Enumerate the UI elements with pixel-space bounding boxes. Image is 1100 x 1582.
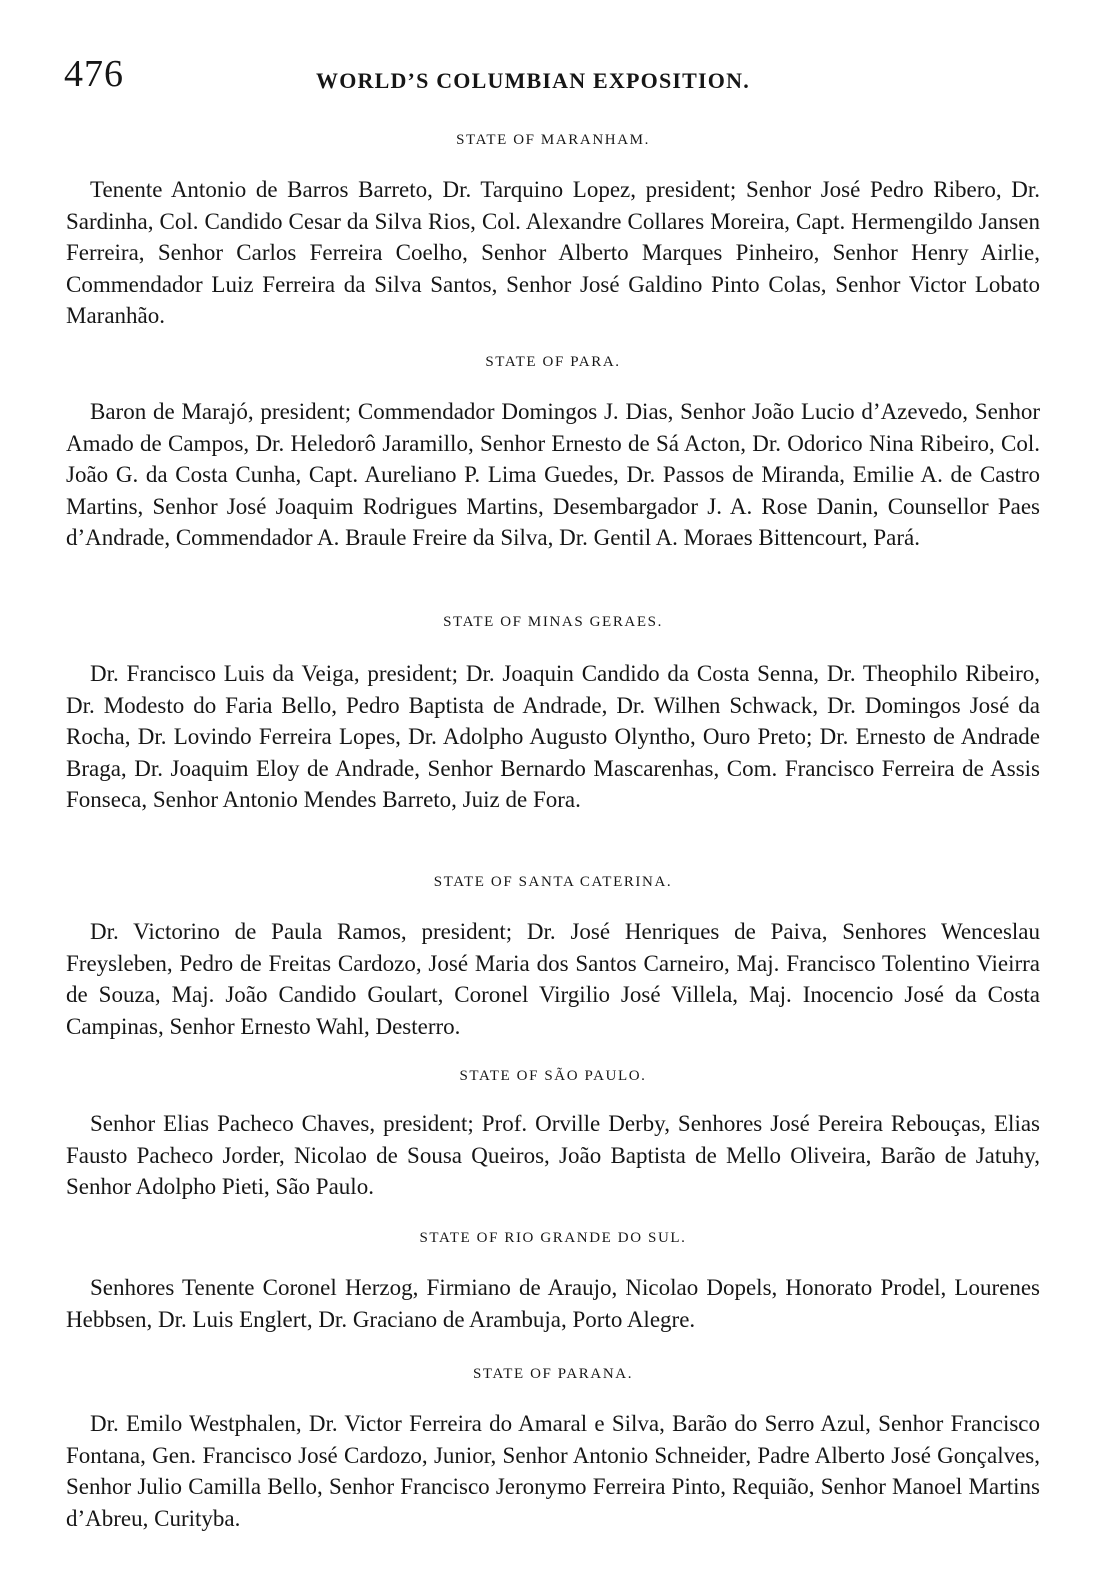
section-rio-grande-do-sul <box>66 1228 1040 1335</box>
section-heading: STATE OF PARA. <box>485 354 621 370</box>
section-paragraph: Dr. Francisco Luis da Veiga, president; Dr. Joaquin Candido da Costa Senna, Dr. Theophilo Ribeiro, Dr. Modesto do Faria Bello, Pedro Baptista de Andrade, Dr. Wilhen Schwack, Dr. Domingos José da Rocha, Dr. Lovindo Ferreira Lopes, Dr. Adolpho Augusto Olyntho, Ouro Preto; Dr. Ernesto de Andrade Braga, Dr. Joaquim Eloy de Andrade, Senhor Bernardo Mascarenhas, Com. Francisco Ferreira de Assis Fonseca, Senhor Antonio Mendes Barreto, Juiz de Fora. <box>66 661 1040 812</box>
section-paragraph: Tenente Antonio de Barros Barreto, Dr. Tarquino Lopez, president; Senhor José Pedro Ribero, Dr. Sardinha, Col. Candido Cesar da Silva Rios, Col. Alexandre Collares Moreira, Capt. Hermengildo Jansen Ferreira, Senhor Carlos Ferreira Coelho, Senhor Alberto Marques Pinheiro, Senhor Henry Airlie, Commendador Luiz Ferreira da Silva Santos, Senhor José Galdino Pinto Colas, Senhor Victor Lobato Maranhão. <box>66 177 1040 328</box>
section-sao-paulo <box>66 1066 1040 1203</box>
page-number: 476 <box>64 53 124 95</box>
section-paragraph: Dr. Emilo Westphalen, Dr. Victor Ferreira do Amaral e Silva, Barão do Serro Azul, Senhor Francisco Fontana, Gen. Francisco José Cardozo, Junior, Senhor Antonio Schneider, Padre Alberto José Gonçalves, Senhor Julio Camilla Bello, Senhor Francisco Jeronymo Ferreira Pinto, Requião, Senhor Manoel Martins d’Abreu, Curityba. <box>66 1411 1040 1531</box>
running-head <box>64 52 1044 102</box>
section-paragraph: Senhor Elias Pacheco Chaves, president; Prof. Orville Derby, Senhores José Pereira Rebouças, Elias Fausto Pacheco Jorder, Nicolao de Sousa Queiros, João Baptista de Mello Oliveira, Barão de Jatuhy, Senhor Adolpho Pieti, São Paulo. <box>66 1111 1040 1199</box>
section-santa-caterina <box>66 872 1040 1042</box>
section-minas-geraes <box>66 612 1040 816</box>
section-parana <box>66 1364 1040 1534</box>
section-paragraph: Senhores Tenente Coronel Herzog, Firmiano de Araujo, Nicolao Dopels, Honorato Prodel, Lourenes Hebbsen, Dr. Luis Englert, Dr. Graciano de Arambuja, Porto Alegre. <box>66 1275 1040 1332</box>
section-paragraph: Dr. Victorino de Paula Ramos, president; Dr. José Henriques de Paiva, Senhores Wenceslau Freysleben, Pedro de Freitas Cardozo, José Maria dos Santos Carneiro, Maj. Francisco Tolentino Vieirra de Souza, Maj. João Candido Goulart, Coronel Virgilio José Villela, Maj. Inocencio José da Costa Campinas, Senhor Ernesto Wahl, Desterro. <box>66 919 1040 1039</box>
section-heading: STATE OF SÃO PAULO. <box>459 1068 647 1084</box>
running-title: WORLD’S COLUMBIAN EXPOSITION. <box>316 68 750 93</box>
section-heading: STATE OF SANTA CATERINA. <box>433 874 673 890</box>
section-heading: STATE OF MINAS GERAES. <box>443 614 663 630</box>
section-para <box>66 352 1040 554</box>
section-maranham <box>66 130 1040 332</box>
section-paragraph: Baron de Marajó, president; Commendador Domingos J. Dias, Senhor João Lucio d’Azevedo, Senhor Amado de Campos, Dr. Heledorô Jaramillo, Senhor Ernesto de Sá Acton, Dr. Odorico Nina Ribeiro, Col. João G. da Costa Cunha, Capt. Aureliano P. Lima Guedes, Dr. Passos de Miranda, Emilie A. de Castro Martins, Senhor José Joaquim Rodrigues Martins, Desembargador J. A. Rose Danin, Counsellor Paes d’Andrade, Commendador A. Braule Freire da Silva, Dr. Gentil A. Moraes Bittencourt, Pará. <box>66 399 1040 550</box>
section-heading: STATE OF PARANA. <box>472 1366 634 1382</box>
section-heading: STATE OF RIO GRANDE DO SUL. <box>419 1230 687 1246</box>
section-heading: STATE OF MARANHAM. <box>456 132 650 148</box>
